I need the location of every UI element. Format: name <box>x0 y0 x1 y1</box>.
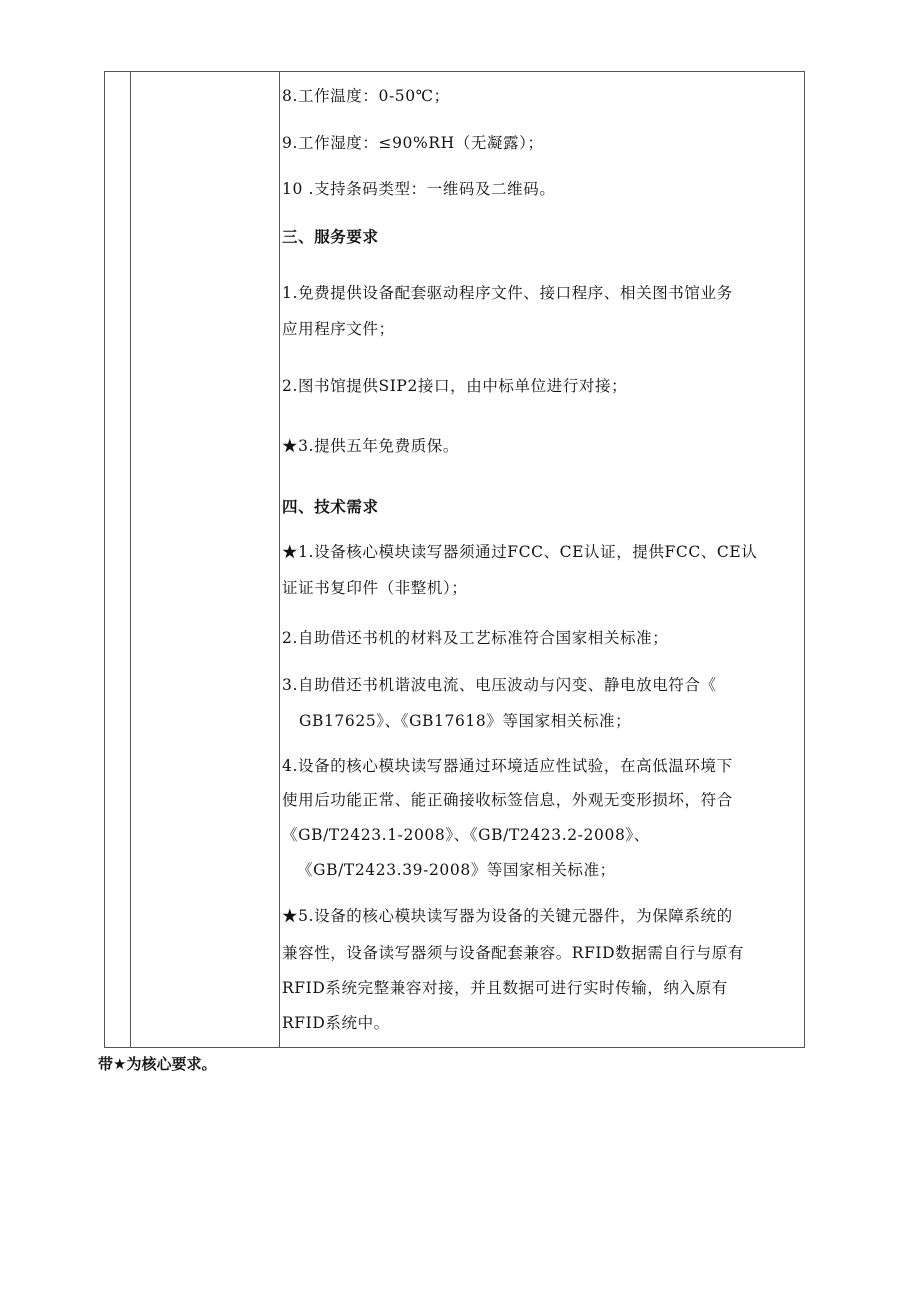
spec-line: ★1.设备核心模块读写器须通过FCC、CE认证，提供FCC、CE认 <box>282 543 758 561</box>
requirements-table <box>104 71 805 1048</box>
spec-line: RFID系统完整兼容对接，并且数据可进行实时传输，纳入原有 <box>282 979 728 997</box>
spec-line: RFID系统中。 <box>282 1014 390 1032</box>
section-heading: 三、服务要求 <box>282 228 379 246</box>
spec-line: 10 .支持条码类型：一维码及二维码。 <box>282 180 556 198</box>
column-divider <box>130 72 131 1047</box>
spec-line: 4.设备的核心模块读写器通过环境适应性试验，在高低温环境下 <box>282 757 733 775</box>
spec-line: 2.自助借还书机的材料及工艺标准符合国家相关标准； <box>282 629 669 647</box>
spec-line: 8.工作温度：0-50℃； <box>282 87 450 105</box>
spec-line: 使用后功能正常、能正确接收标签信息，外观无变形损坏，符合 <box>282 791 733 809</box>
spec-line: ★5.设备的核心模块读写器为设备的关键元器件，为保障系统的 <box>282 907 733 925</box>
spec-line: ★3.提供五年免费质保。 <box>282 437 459 455</box>
requirements-cell <box>281 72 804 1047</box>
column-divider <box>279 72 280 1047</box>
spec-line: 《GB/T2423.39-2008》等国家相关标准； <box>297 861 616 879</box>
spec-line: 应用程序文件； <box>282 320 395 338</box>
spec-line: 《GB/T2423.1-2008》、《GB/T2423.2-2008》、 <box>282 826 650 844</box>
spec-line: 1.免费提供设备配套驱动程序文件、接口程序、相关图书馆业务 <box>282 284 733 302</box>
spec-line: 兼容性，设备读写器须与设备配套兼容。RFID数据需自行与原有 <box>282 944 744 962</box>
spec-line: GB17625》、《GB17618》等国家相关标准； <box>299 712 632 730</box>
section-heading: 四、技术需求 <box>282 498 379 516</box>
spec-line: 证证书复印件（非整机）； <box>282 579 468 597</box>
spec-line: 9.工作湿度：≤90%RH（无凝露）； <box>282 134 544 152</box>
spec-line: 3.自助借还书机谐波电流、电压波动与闪变、静电放电符合《 <box>282 676 717 694</box>
footer-note: 带★为核心要求。 <box>98 1055 217 1073</box>
spec-line: 2.图书馆提供SIP2接口，由中标单位进行对接； <box>282 377 628 395</box>
